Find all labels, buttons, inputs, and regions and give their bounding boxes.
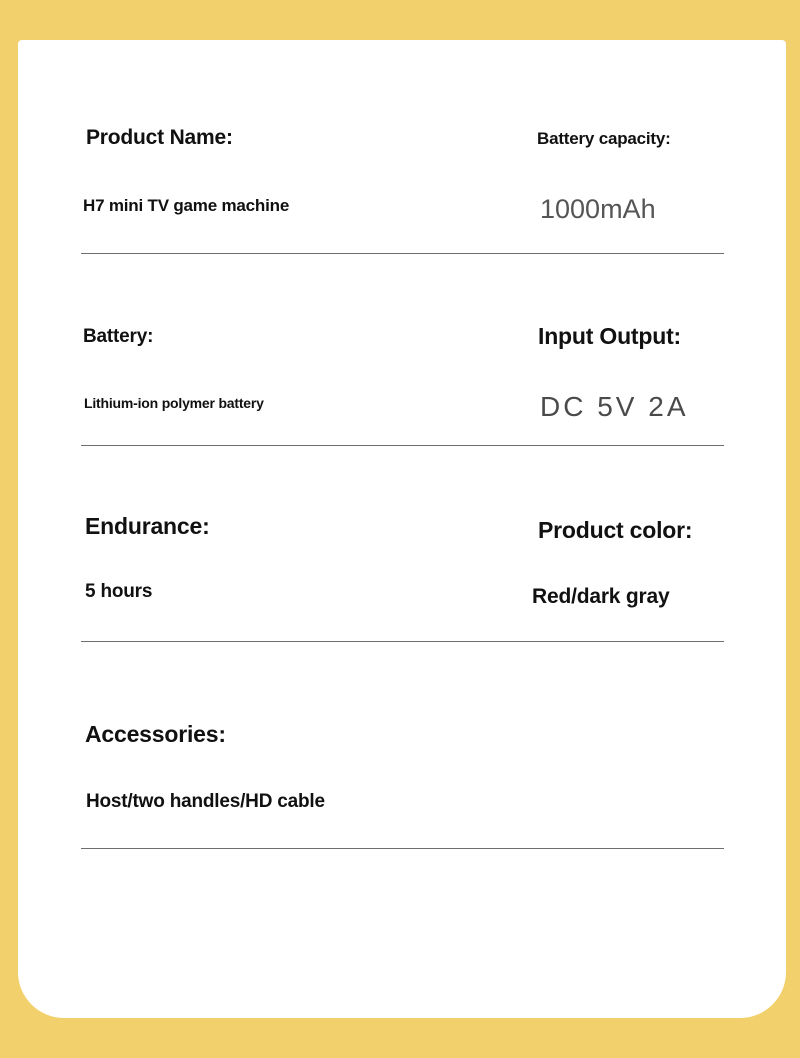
product-color-label: Product color: [538,517,693,543]
accessories-label: Accessories: [85,721,226,747]
divider-row-1 [81,253,724,254]
endurance-value: 5 hours [85,581,153,602]
divider-row-2 [81,445,724,446]
product-name-label: Product Name: [86,126,233,149]
battery-value: Lithium-ion polymer battery [84,395,264,411]
product-color-value: Red/dark gray [532,585,670,608]
battery-capacity-label: Battery capacity: [537,129,671,148]
endurance-label: Endurance: [85,513,210,539]
divider-row-3 [81,641,724,642]
spec-card [18,40,786,1018]
product-name-value: H7 mini TV game machine [83,196,290,215]
accessories-value: Host/two handles/HD cable [86,791,325,812]
input-output-value: DC 5V 2A [540,391,689,422]
battery-capacity-value: 1000mAh [540,194,656,224]
divider-row-4 [81,848,724,849]
input-output-label: Input Output: [538,323,682,349]
battery-label: Battery: [83,326,154,347]
